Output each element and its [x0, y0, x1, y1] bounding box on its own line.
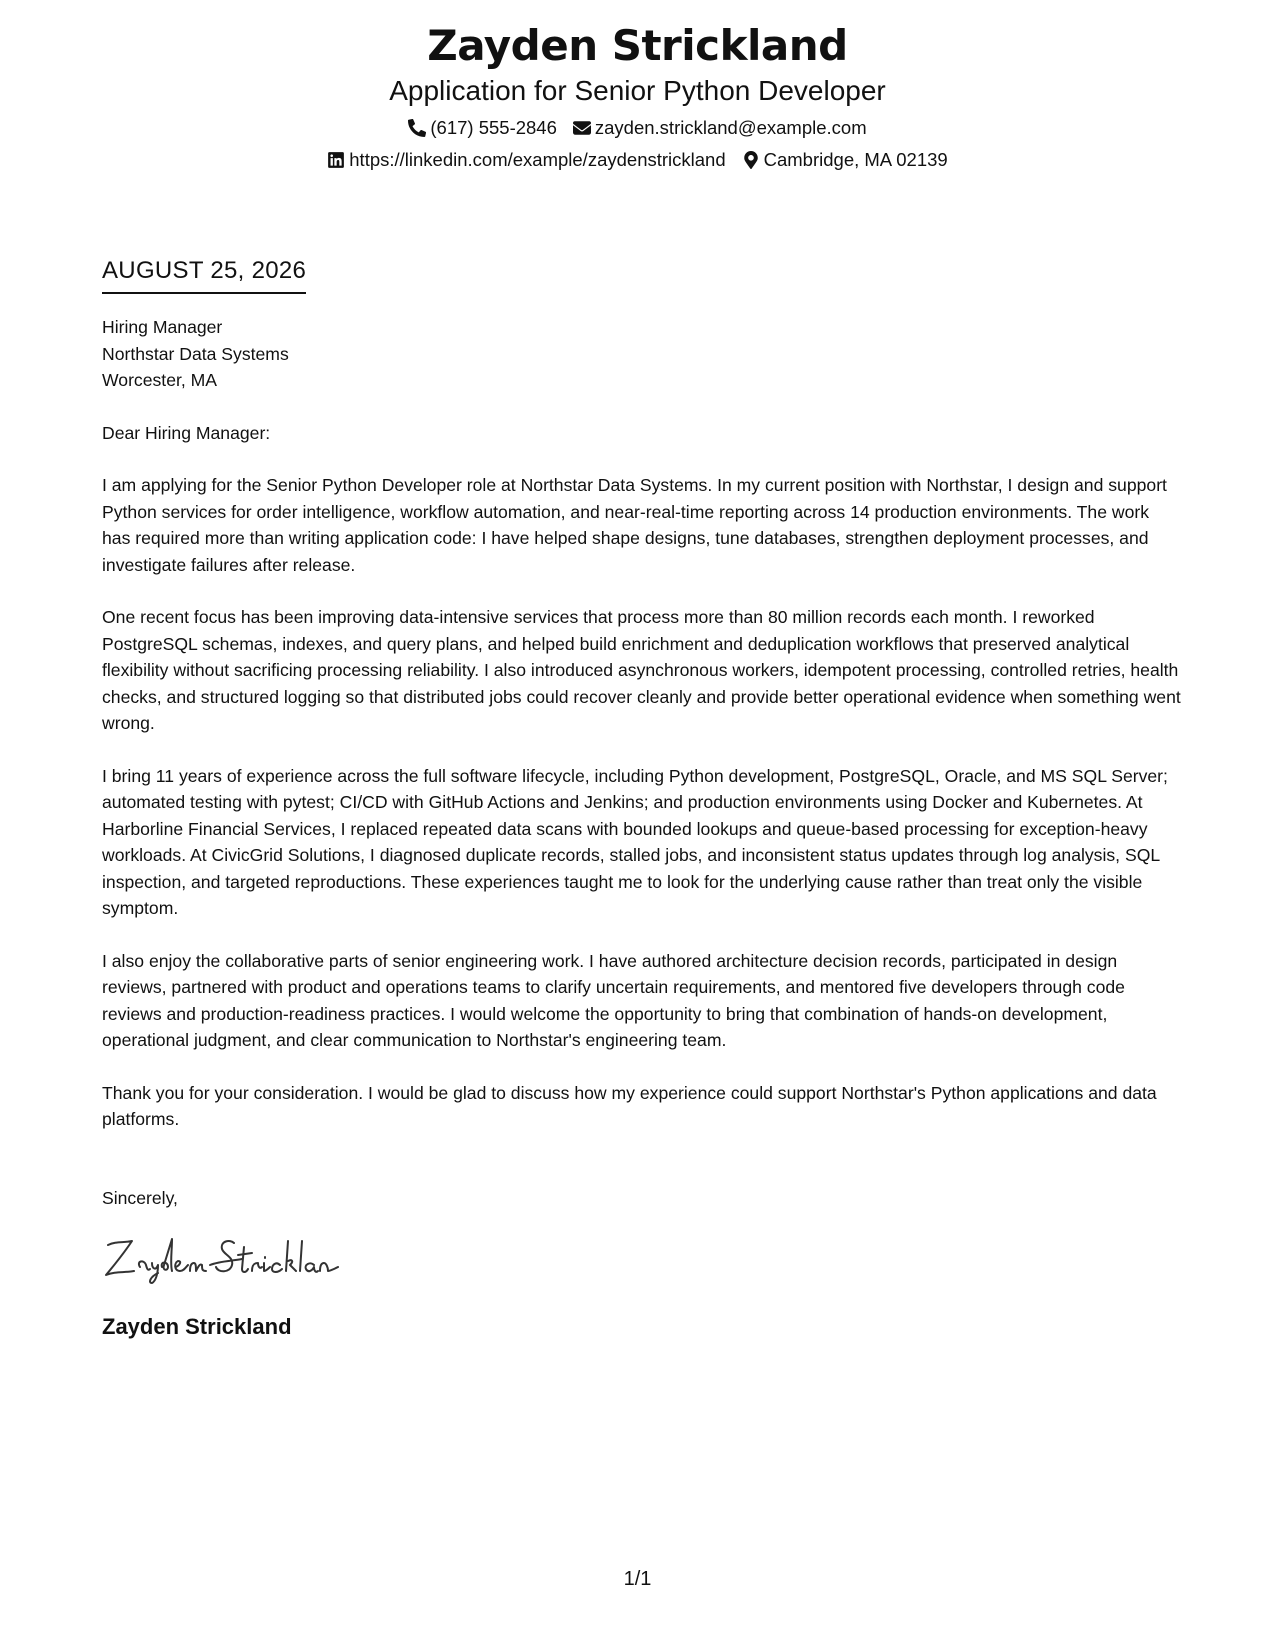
contact-row-primary [0, 116, 1275, 140]
recipient-location: Worcester, MA [102, 370, 218, 390]
letter-header [0, 18, 1275, 172]
applicant-name: Zayden Strickland [427, 21, 848, 70]
linkedin-url[interactable]: https://linkedin.com/example/zaydenstrickland [349, 149, 726, 170]
paragraph-4: I also enjoy the collaborative parts of senior engineering work. I have authored architecture decision records, participated in design reviews, partnered with product and operations teams to clarify uncertain requirements, and mentored five developers through code reviews and production-readiness practices. I would welcome the opportunity to bring that combination of hands-on development, operational judgment, and clear communication to Northstar's engineering team. [102, 950, 1125, 1050]
letter-date: AUGUST 25, 2026 [102, 256, 306, 294]
envelope-icon [573, 119, 591, 137]
recipient-company: Northstar Data Systems [102, 343, 289, 364]
page-number: 1/1 [623, 1568, 652, 1590]
closing: Sincerely, [102, 1187, 178, 1208]
paragraph-1: I am applying for the Senior Python Developer role at Northstar Data Systems. In my current position with Northstar, I design and support Python services for order intelligence, workflow automation, and near-real-time reporting across 14 production environments. The work has required more than writing application code: I have helped shape designs, tune databases, strengthen deployment processes, and investigate failures after release. [102, 475, 1167, 575]
contact-email[interactable] [573, 116, 867, 140]
phone-number: (617) 555-2846 [430, 117, 557, 138]
salutation: Dear Hiring Manager: [102, 422, 271, 443]
paragraph-2: One recent focus has been improving data-intensive services that process more than 80 million records each month. I reworked PostgreSQL schemas, indexes, and query plans, and helped build enrichment and deduplication workflows that preserved analytical flexibility without sacrificing processing reliability. I also introduced asynchronous workers, idempotent processing, controlled retries, health checks, and structured logging so that distributed jobs could recover cleanly and provide better operational evidence when something went wrong. [102, 607, 1181, 733]
contact-location [742, 148, 948, 172]
contact-phone [408, 116, 557, 140]
application-title: Application for Senior Python Developer [389, 75, 886, 106]
handwritten-signature [102, 1231, 1182, 1289]
recipient-block [102, 314, 1182, 394]
contact-row-secondary [0, 148, 1275, 172]
paragraph-3: I bring 11 years of experience across the full software lifecycle, including Python development, PostgreSQL, Oracle, and MS SQL Server; automated testing with pytest; CI/CD with GitHub Actions and Jenkins; and production environments using Docker and Kubernetes. At Harborline Financial Services, I replaced repeated data scans with bounded lookups and queue-based processing for exception-heavy workloads. At CivicGrid Solutions, I diagnosed duplicate records, stalled jobs, and inconsistent status updates through log analysis, SQL inspection, and targeted reproductions. These experiences taught me to look for the underlying cause rather than treat only the visible symptom. [102, 765, 1168, 918]
recipient-title: Hiring Manager [102, 317, 223, 337]
location-text: Cambridge, MA 02139 [763, 149, 948, 170]
linkedin-icon [327, 151, 345, 169]
email-address[interactable]: zayden.strickland@example.com [594, 117, 867, 138]
letter-body [102, 256, 1182, 1341]
contact-linkedin[interactable] [327, 148, 725, 172]
phone-icon [408, 119, 426, 137]
map-pin-icon [742, 151, 760, 169]
paragraph-5: Thank you for your consideration. I would be glad to discuss how my experience could support Northstar's Python applications and data platforms. [102, 1082, 1157, 1129]
signer-name: Zayden Strickland [102, 1314, 292, 1339]
